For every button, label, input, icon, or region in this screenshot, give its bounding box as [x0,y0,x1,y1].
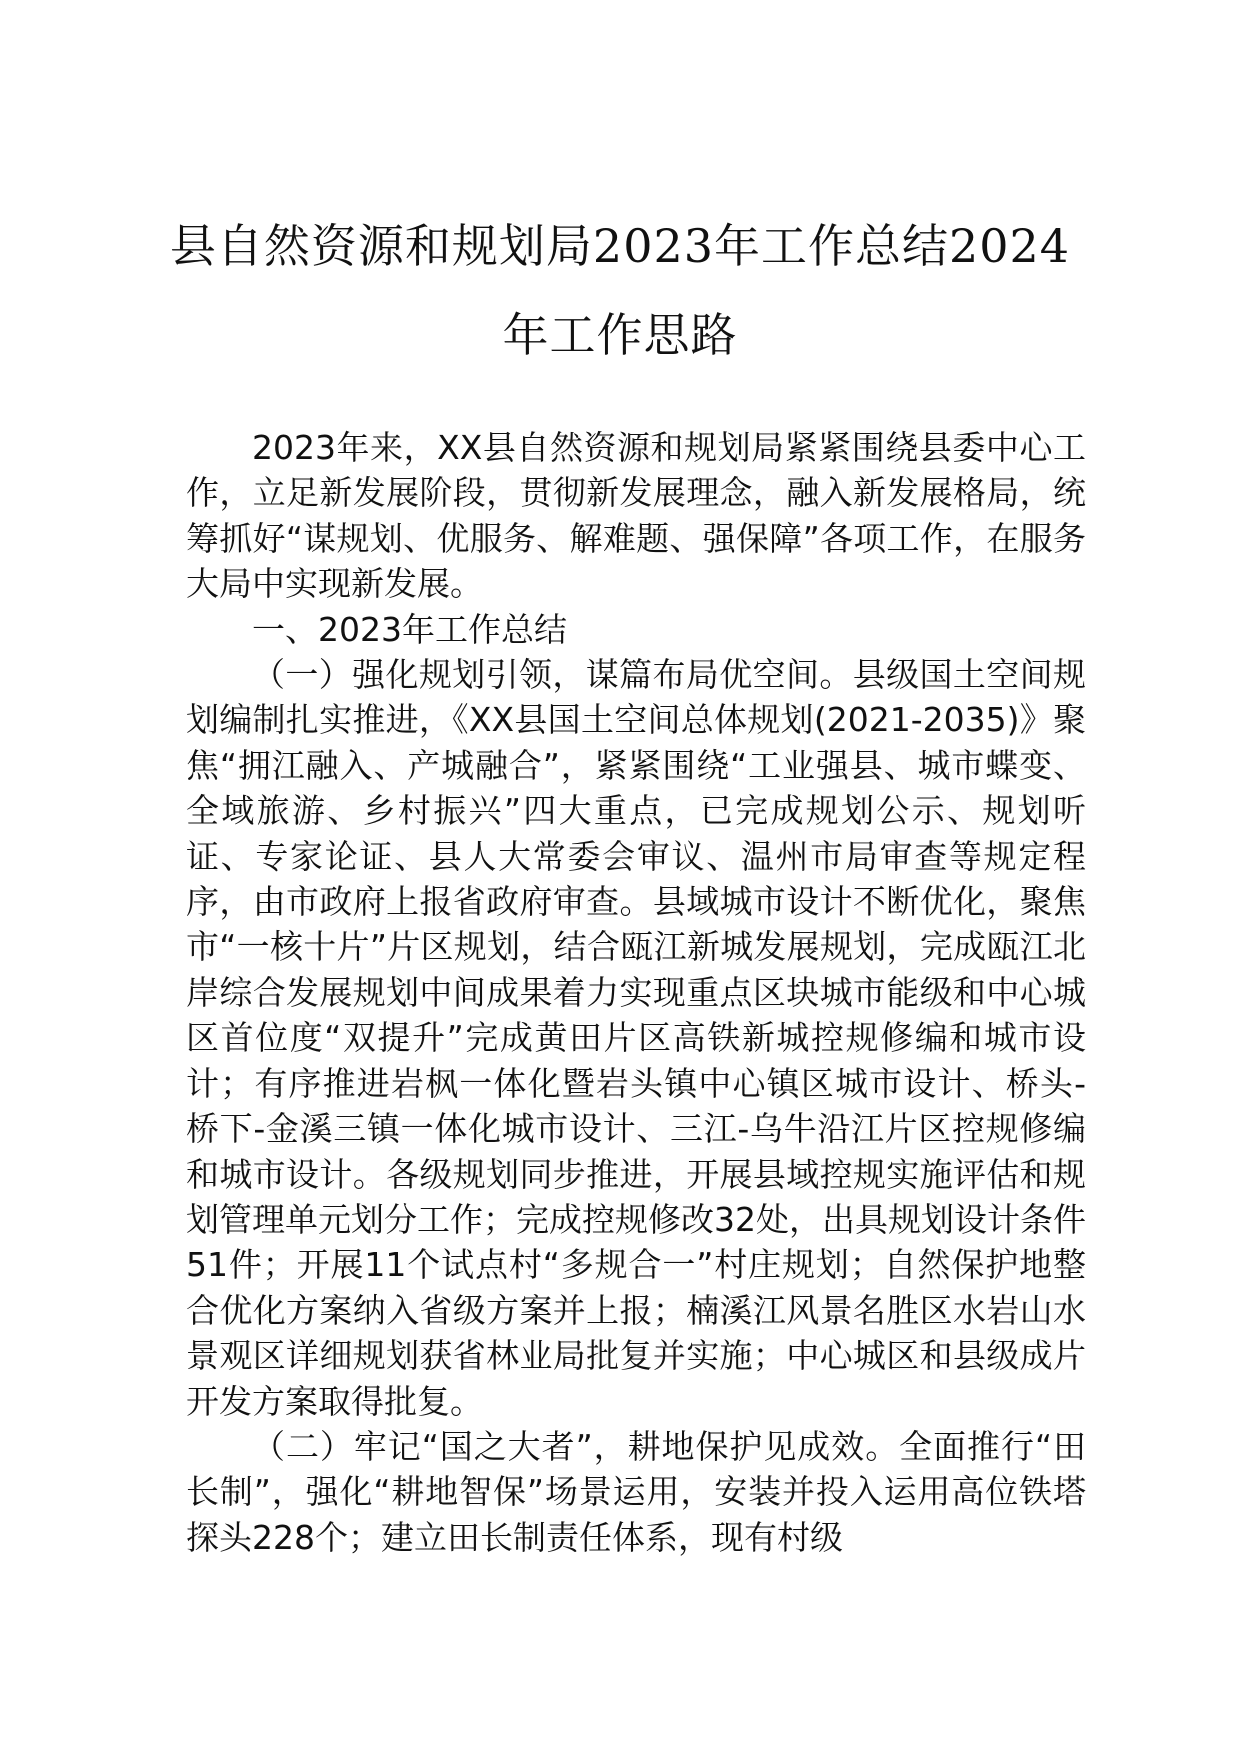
document-title-line-1: 县自然资源和规划局2023年工作总结2024 [169,219,1071,273]
paragraph-planning: （一）强化规划引领，谋篇布局优空间。县级国土空间规划编制扎实推进，《XX县国土空间总体规划(2021-2035)》聚焦“拥江融入、产城融合”，紧紧围绕“工业强县、城市蝶变、全域旅游、乡村振兴”四大重点，已完成规划公示、规划听证、专家论证、县人大常委会审议、温州市局审查等规定程序，由市政府上报省政府审查。县域城市设计不断优化，聚焦市“一核十片”片区规划，结合瓯江新城发展规划，完成瓯江北岸综合发展规划中间成果着力实现重点区块城市能级和中心城区首位度“双提升”完成黄田片区高铁新城控规修编和城市设计；有序推进岩枫一体化暨岩头镇中心镇区城市设计、桥头-桥下-金溪三镇一体化城市设计、三江-乌牛沿江片区控规修编和城市设计。各级规划同步推进，开展县域控规实施评估和规划管理单元划分工作；完成控规修改32处，出具规划设计条件51件；开展11个试点村“多规合一”村庄规划；自然保护地整合优化方案纳入省级方案并上报；楠溪江风景名胜区水岩山水景观区详细规划获省林业局批复并实施；中心城区和县级成片开发方案取得批复。 [186,655,1086,1421]
paragraph-farmland: （二）牢记“国之大者”，耕地保护见成效。全面推行“田长制”，强化“耕地智保”场景运用，安装并投入运用高位铁塔探头228个；建立田长制责任体系，现有村级 [186,1426,1086,1557]
document-body [186,425,1086,1560]
section-heading: 一、2023年工作总结 [252,609,567,649]
document-title-line-2: 年工作思路 [502,308,738,362]
intro-paragraph: 2023年来，XX县自然资源和规划局紧紧围绕县委中心工作，立足新发展阶段，贯彻新发展理念，融入新发展格局，统筹抓好“谋规划、优服务、解难题、强保障”各项工作，在服务大局中实现新发展。 [186,428,1086,604]
